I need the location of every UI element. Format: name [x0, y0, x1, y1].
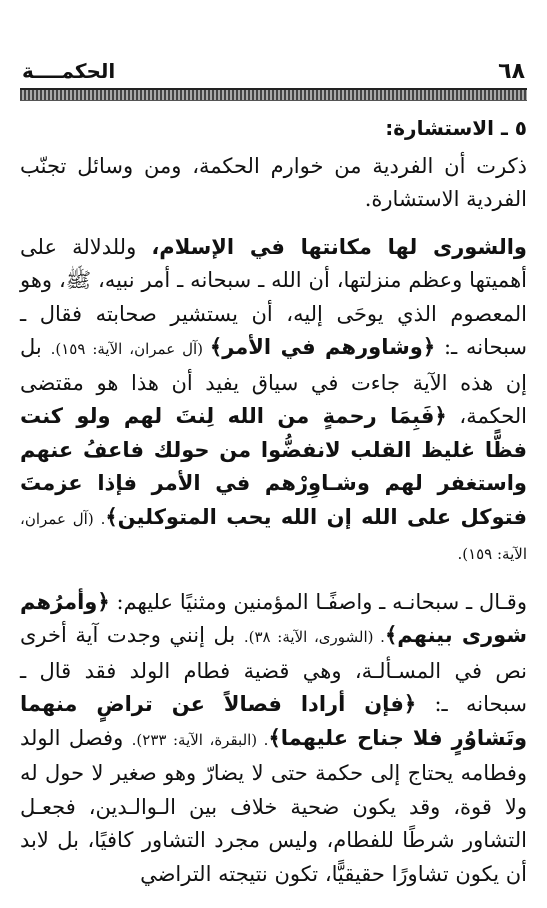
page-header	[22, 58, 525, 84]
citation-3: . (الشورى، الآية: ٣٨).	[243, 628, 385, 646]
running-title: الحكمــــة	[22, 59, 116, 83]
citation-2: . (آل عمران، الآية: ١٥٩).	[20, 509, 527, 563]
section-heading: ٥ ـ الاستشارة:	[385, 116, 527, 140]
paragraph-2-text-1: وللدلالة على أهميتها وعظم منزلتها، أن الله ـ سبحانه ـ أمر نبيه، ﷺ، وهو المعصوم الذي يوحَى إليه، أن يستشير صحابته فقال ـ سبحانه ـ:	[20, 234, 528, 359]
citation-4: . (البقرة، الآية: ٢٣٣).	[131, 730, 269, 749]
quran-quote-3: ﴿وأمرُهم شورى بينهم﴾	[20, 589, 527, 647]
quran-quote-1: ﴿وشاورهم في الأمر﴾	[209, 335, 436, 359]
paragraph-gap	[20, 572, 527, 586]
paragraph-2-text-2: بل إن هذه الآية جاءت في سياق يفيد أن هذا هو مقتضى الحكمة،	[20, 335, 527, 428]
paragraph-gap	[20, 217, 527, 231]
paragraph-3	[20, 586, 527, 892]
paragraph-3-text-3: وفصل الولد وفطامه يحتاج إلى حكمة حتى لا يضارّ وهو صغير لا حول له ولا قوة، وقد يكون ضحية خلاف بين الـوالـدين، فجعـل التشاور شرطًا للفطام، وليس مجرد التشاور كافيًا، بل لابد أن يكون تشاورًا حقيقيًّا، تكون نتيجته التراضي	[20, 725, 527, 886]
bold-sentence: والشورى لها مكانتها في الإسلام،	[151, 234, 527, 259]
quran-quote-4: ﴿فإن أرادا فصالاً عن تراضٍ منهما وتَشاوُرٍ فلا جناح عليهما﴾	[20, 692, 528, 750]
page-number: ٦٨	[498, 58, 525, 84]
header-rule	[20, 88, 527, 101]
paragraph-3-text-1: وقـال ـ سبحانـه ـ واصفًـا المؤمنين ومثنيًا عليهم:	[109, 589, 527, 614]
paragraph-1-text: ذكرت أن الفردية من خوارم الحكمة، ومن وسائل تجنّب الفردية الاستشارة.	[20, 153, 527, 211]
quran-quote-2: ﴿فَبِمَا رحمةٍ من الله لِنتَ لهم ولو كنت فظًّا غليظ القلب لانفضُّوا من حولك فاعفُ عنهم واستغفر لهم وشـاوِرْهم في الأمر فإذا عزمتَ فتوكل على الله إن الله يحب المتوكلين﴾	[20, 404, 527, 529]
citation-1: (آل عمران، الآية: ١٥٩).	[50, 340, 210, 358]
paragraph-2	[20, 231, 527, 572]
page-body	[20, 112, 527, 891]
paragraph-1	[20, 150, 527, 217]
paragraph-3-text-2: بل إنني وجدت آية أخرى نص في المسـألـة، وهي قضية فطام الولد فقد قال ـ سبحانه ـ:	[20, 623, 527, 716]
